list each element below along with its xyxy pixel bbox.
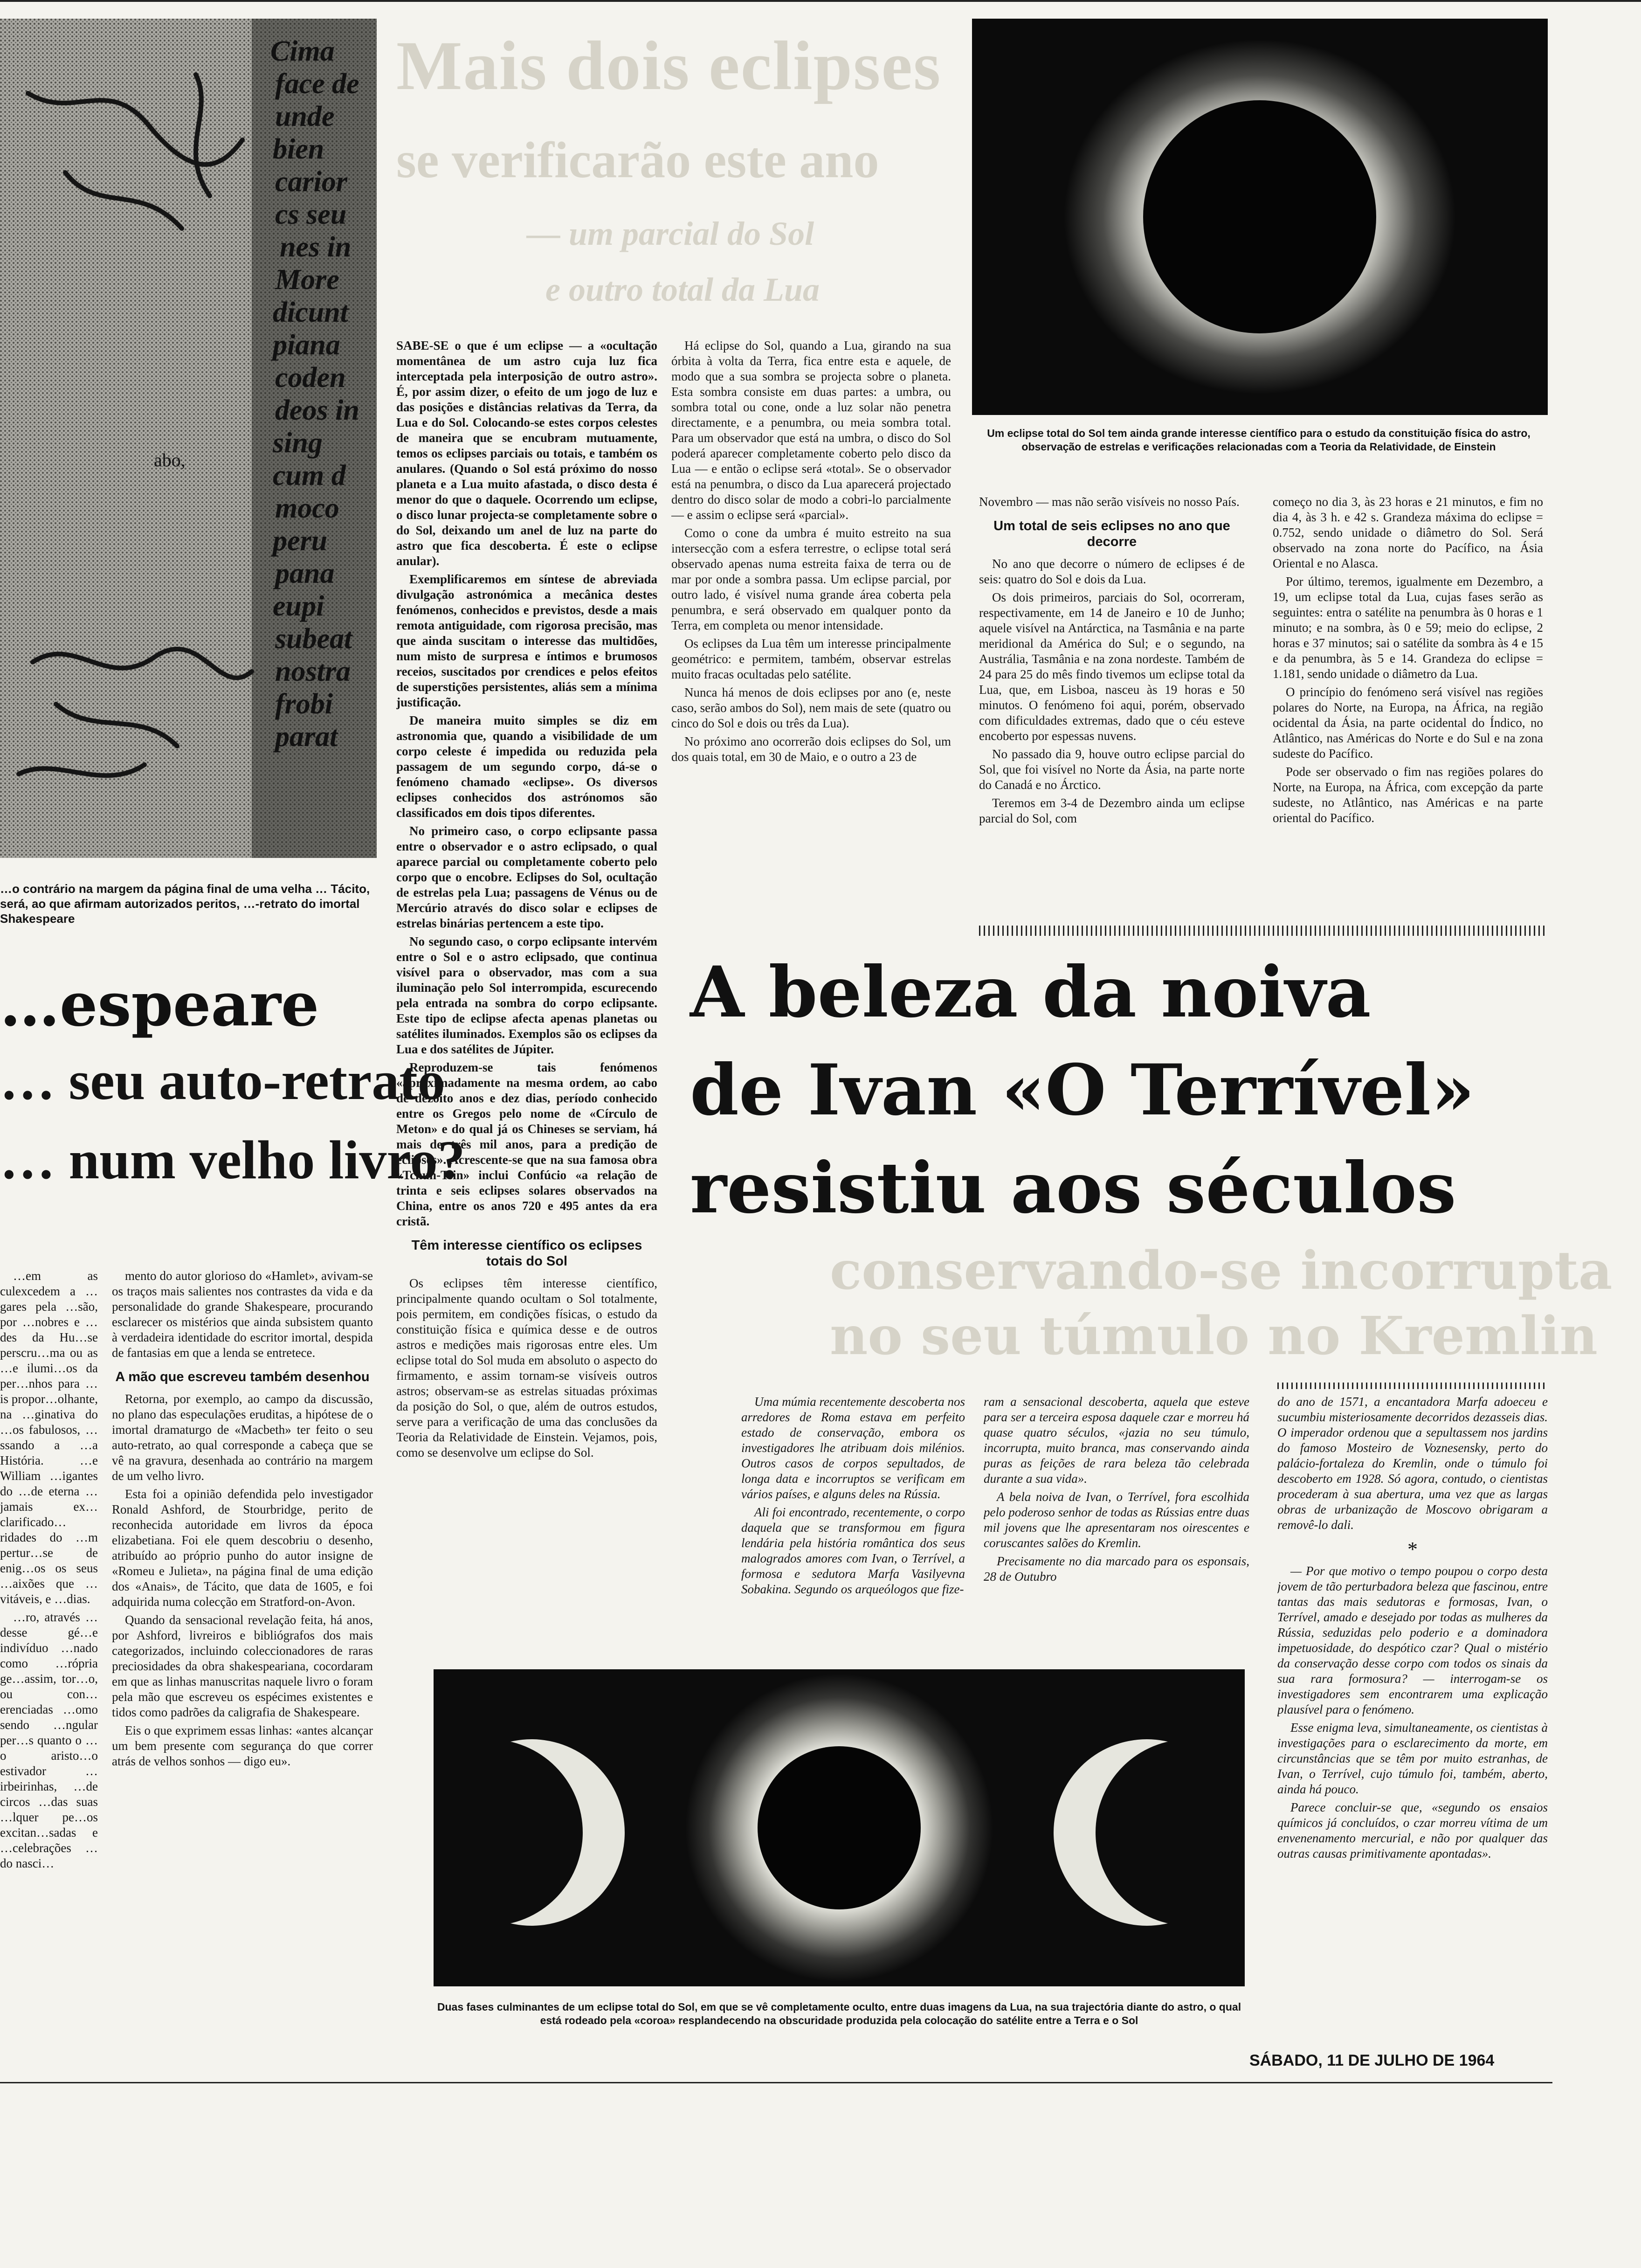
footer-rule — [0, 2082, 1552, 2083]
eclipses-headline-3: — um parcial do Sol — [527, 215, 814, 252]
eclipses-headline-4: e outro total da Lua — [545, 271, 820, 308]
asterisk-separator: * — [1407, 1538, 1418, 1561]
svg-text:coden: coden — [275, 362, 346, 394]
eclipses-subhead-seis: Um total de seis eclipses no ano que decorre — [993, 519, 1230, 549]
noiva-headline-line1: A beleza da noiva — [690, 951, 1371, 1033]
svg-text:parat: parat — [275, 721, 338, 753]
svg-text:eupi: eupi — [273, 590, 324, 622]
eclipses-headline-2: se verificarão este ano — [396, 131, 879, 188]
noiva-col3: do ano de 1571, a encantadora Marfa adoeceu e sucumbiu misteriosamente decorridos dezasseis dias. O imperador ordenou que a sepultassem nos jardins do famoso Mosteiro de Voznesensky, perto do palácio-fortaleza do Kremlin, onde o túmulo foi descoberto em 1928. Só agora, contudo, o cientistas procederam à sua abertura, uma vez que as largas obras de urbanização de Moscovo obrigaram a removê-lo dali. * — Por que motivo o tempo poupou o corpo desta jovem de tão perturbadora beleza que fascinou, entre tantas das mais sedutoras e formosas, Ivan, o Terrível, amado e desejado por todas as mulheres da Rússia, seduzidas pelo poderio e a dominadora impetuosidade, do despótico czar? Qual o mistério da conservação desse corpo com todos os sinais da sua rara formosura? — interrogam-se os investigadores sem encontrarem uma explicação plausível para o fenómeno. Esse enigma leva, simultaneamente, os cientistas à investigações para o esclarecimento da morte, em circunstâncias que se têm por muito estranhas, de Ivan, o Terrível, cujo túmulo foi, também, aberto, ainda há pouco. Parece concluir-se que, «segundo os ensaios químicos já concluídos, o czar morreu vítima de um envenenamento mercurial, e não por qualquer das outras causas primitivamente apontadas». — [1277, 1395, 1548, 1860]
svg-text:pana: pana — [275, 558, 335, 589]
eclipses-subhead-interesse: Têm interesse científico os eclipses totais do Sol — [411, 1238, 642, 1269]
svg-text:sing: sing — [273, 427, 323, 459]
svg-text:nes in: nes in — [280, 231, 352, 263]
eclipse-photo-2-caption: Duas fases culminantes de um eclipse total do Sol, em que se vê completamente oculto, entre duas imagens da Lua, na sua trajectória diante do astro, o qual está rodeado pela «coroa» resplandecendo na obscuridade produzida pela colocação do satélite entre a Terra e o Sol — [437, 2001, 1241, 2026]
svg-text:frobi: frobi — [275, 688, 333, 720]
svg-text:abo,: abo, — [154, 449, 186, 470]
svg-text:More: More — [275, 264, 339, 296]
eclipses-headline: Mais dois eclipses — [396, 27, 942, 104]
noiva-headline-line2: de Ivan «O Terrível» — [690, 1049, 1475, 1131]
shakespeare-title-line1: …espeare — [0, 970, 319, 1040]
svg-text:carior: carior — [275, 166, 347, 198]
eclipse-photo-1 — [972, 19, 1548, 415]
manuscript-photo — [0, 19, 377, 858]
shakespeare-subhead: A mão que escreveu também desenhou — [115, 1369, 370, 1384]
eclipses-col3: Novembro — mas não serão visíveis no nosso País. Um total de seis eclipses no ano que decorre No ano que decorre o número de eclipses é de seis: quatro do Sol e dois da Lua. Os dois primeiros, parciais do Sol, ocorreram, respectivamente, em 14 de Janeiro e 10 de Junho; aquele visível na Antárctica, na Tasmânia e na parte meridional da América do Sul; e o segundo, na Austrália, Tasmânia e na zona nordeste. Também de 24 para 25 do mês findo tivemos um eclipse total da Lua, que, em Lisboa, nasceu às 19 horas e 50 minutos. O fenómeno foi aqui, porém, observado com dificuldades extremas, dado que o céu esteve encoberto por espessas nuvens. No passado dia 9, houve outro eclipse parcial do Sol, que foi visível no Norte da Ásia, na parte norte do Canadá e no Árctico. Teremos em 3-4 de Dezembro ainda um eclipse parcial do Sol, com — [979, 495, 1245, 825]
noiva-divider-ticks — [1277, 1383, 1548, 1389]
footer-date: SÁBADO, 11 DE JULHO DE 1964 — [1249, 2052, 1495, 2069]
eclipse-photo-2 — [434, 1669, 1245, 1986]
svg-text:peru: peru — [273, 525, 328, 557]
svg-text:moco: moco — [275, 492, 339, 524]
svg-text:deos in: deos in — [275, 394, 359, 426]
noiva-headline-line3: resistiu aos séculos — [690, 1147, 1456, 1229]
eclipses-col1: SABE-SE o que é um eclipse — a «ocultação momentânea de um astro cuja luz fica interceptada pela interposição de outro astro». É, por assim dizer, o efeito de um jogo de luz e das posições e distâncias relativas da Terra, da Lua e do Sol. Colocando-se estes corpos celestes de maneira que se encubram mutuamente, temos os eclipses parciais ou totais, e também os anulares. (Quando o Sol está próximo do nosso planeta e a Lua muito afastada, o disco desta é menor do que o daquele. Ocorrendo um eclipse, o disco lunar projecta-se completamente sobre o do Sol, deixando um anel de luz na parte do astro que fica descoberta. É este o eclipse anular). Exemplificaremos em síntese de abreviada divulgação astronómica a mecânica destes fenómenos, conhecidos e previstos, desde a mais remota antiguidade, com rigorosa precisão, mas que ainda suscitam o interesse das multidões, num misto de surpresa e íntimos e brumosos receios, suscitados por crendices e pelos efeitos de superstições persistentes, aliás sem a mínima justificação. De maneira muito simples se diz em astronomia que, quando a visibilidade de um corpo celeste é impedida ou reduzida pela passagem de um segundo corpo, dá-se o fenómeno chamado «eclipse». Os diversos eclipses conhecidos dos astrónomos são classificados em dois tipos diferentes. No primeiro caso, o corpo eclipsante passa entre o observador e o astro eclipsado, o qual aparece parcial ou completamente coberto pelo corpo que o encobre. Eclipses do Sol, ocultação de estrelas pela Lua; passagens de Vénus ou de Mercúrio através do disco solar e eclipses de estrelas binárias pertencem a este tipo. No segundo caso, o corpo eclipsante intervém entre o Sol e o astro eclipsado, que continua visível para o observador, mas com a sua iluminação pelo Sol interrompida, escurecendo pela entrada na sombra do corpo eclipsante. Este tipo de eclipse afecta apenas planetas ou satélites iluminados. Exemplos são os eclipses da Lua e dos satélites de Júpiter. Reproduzem-se tais fenómenos «aproximadamente na mesma ordem, ao cabo de dezoito anos e dez dias, período conhecido entre os Gregos pelo nome de «Círculo de Meton» e do qual já os Chineses se serviam, há mais de três mil anos, para a predição de eclipses». Acrescente-se que na sua famosa obra «Tchun-Tsin» inclui Confúcio «a relação de trinta e seis eclipses solares observados na China, entre os anos 720 e 495 antes da era cristã. Têm interesse científico os eclipses totais do Sol Os eclipses têm interesse científico, principalmente quando ocultam o Sol totalmente, pois permitem, em condições físicas, o estudo da constituição física e química desse e de outros astros e medições mais rigorosas entre eles. Um eclipse total do Sol muda em absoluto o aspecto do firmamento, e assim tornam-se visíveis outros astros; observam-se as estrelas situadas próximas da posição do Sol, o que, além de outros estudos, serve para a verificação de uma das conclusões da Teoria da Relatividade de Einstein. Vejamos, pois, como se desenvolve um eclipse do Sol. — [396, 339, 657, 1459]
svg-text:Cima: Cima — [270, 35, 335, 67]
top-rule — [0, 0, 1641, 2]
shakespeare-title-line3: … num velho livro? — [0, 1129, 465, 1190]
svg-text:piana: piana — [273, 329, 340, 361]
noiva-subhead-line2: no seu túmulo no Kremlin — [830, 1306, 1598, 1367]
svg-text:nostra: nostra — [275, 656, 351, 687]
svg-text:dicunt: dicunt — [273, 297, 348, 328]
svg-text:subeat: subeat — [275, 623, 352, 655]
svg-text:face de: face de — [275, 68, 359, 100]
eclipses-col4: começo no dia 3, às 23 horas e 21 minutos, e fim no dia 4, às 3 h. e 42 s. Grandeza máxima do eclipse = 0.752, sendo unidade o diâmetro do Sol. Será observado na zona norte do Pacífico, na Ásia Oriental e no Alasca. Por último, teremos, igualmente em Dezembro, a 19, um eclipse total da Lua, cujas fases serão as seguintes: entra o satélite na penumbra às 0 horas e 1 minuto; e na sombra, às 0 e 59; meio do eclipse, 2 horas e 37 minutos; sai o satélite da sombra às 4 e 15 e da penumbra, às 5 e 14. Grandeza do eclipse = 1.181, sendo unidade o diâmetro da Lua. O princípio do fenómeno será visível nas regiões polares do Norte, na Europa, na África, na região ocidental da Ásia, na parte ocidental do Índico, no Atlântico, nas Américas do Norte e do Sul e na zona sudeste do Pacífico. Pode ser observado o fim nas regiões polares do Norte, na Europa, na África, com excepção da parte sudeste, no Atlântico, nas Américas e na parte oriental do Pacífico. — [1273, 495, 1543, 825]
svg-text:bien: bien — [273, 133, 324, 165]
noiva-subhead-line1: conservando-se incorrupta — [830, 1240, 1613, 1301]
shakespeare-col1: …em as culexcedem a …gares pela …são, por …nobres e …des da Hu…se perscru…ma ou as …e ilumi…os da per…nhos para …is propor…olhante, na …ginativa do …os fabulosos, …ssando a …a História. …e William …igantes do …de eterna …jamais ex…clarificado…ridades do …m pertur…se de enig…os os seus …aixões que …vitáveis, e …dias. …ro, através …desse gé…e indivíduo …nado como …rópria ge…assim, tor…o, ou con…erenciadas …omo sendo …ngular per…s quanto o …o aristo…o estivador …irbeirinhas, …de circos …das suas …lquer pe…os excitan…sadas e …celebrações …do nasci… — [0, 1269, 98, 1870]
shakespeare-col2: mento do autor glorioso do «Hamlet», avivam-se os traços mais salientes nos contrastes da vida e da personalidade do grande Shakespeare, procurando esclarecer os mistérios que ainda subsistem quanto à verdadeira identidade do escritor imortal, despida de fantasias em que a lenda se entretece. A mão que escreveu também desenhou Retorna, por exemplo, ao campo da discussão, no plano das especulações eruditas, a hipótese de o imortal dramaturgo de «Macbeth» ter feito o seu auto-retrato, ao qual corresponde a cabeça que se vê na gravura, desenhada ao contrário na margem de um velho livro. Esta foi a opinião defendida pelo investigador Ronald Ashford, de Stourbridge, perito de reconhecida autoridade em livros da época elizabetiana. Foi ele quem descobriu o desenho, atribuído ao próprio punho do autor insigne de «Romeu e Julieta», na página final de uma edição dos «Anais», de Tácito, que data de 1605, e foi adquirida numa colecção em Stratford-on-Avon. Quando da sensacional revelação feita, há anos, por Ashford, livreiros e bibliógrafos dos mais categorizados, incluindo coleccionadores de raras preciosidades da obra shakespeariana, cocordaram em que as linhas manuscritas naquele livro o foram pela mão que escreveu os espécimes existentes e tidos como padrões da caligrafia de Shakespeare. Eis o que exprimem essas linhas: «antes alcançar um bem presente com segurança do que correr atrás de velhos sonhos — digo eu». — [112, 1269, 373, 1768]
svg-text:cs seu: cs seu — [275, 199, 347, 230]
manuscript-caption: …o contrário na margem da página final de uma velha … Tácito, será, ao que afirmam autorizados peritos, …-retrato do imortal Shakespeare — [0, 882, 370, 926]
shakespeare-title-line2: … seu auto-retrato — [0, 1050, 445, 1111]
noiva-col1: Uma múmia recentemente descoberta nos arredores de Roma estava em perfeito estado de conservação, embora os investigadores lhe atribuam dois milénios. Outros casos de corpos sepultados, de longa data e incorruptos se verificam em vários países, e alguns deles na Rússia. Ali foi encontrado, recentemente, o corpo daquela que se transformou em figura lendária pela história romântica dos seus malogrados amores com Ivan, o Terrível, a formosa e sedutora Marfa Vasilyevna Sobakina. Segundo os arqueólogos que fize- — [741, 1395, 965, 1596]
noiva-col2: ram a sensacional descoberta, aquela que esteve para ser a terceira esposa daquele czar e morreu há quase quatro séculos, «jazia no seu túmulo, incorrupta, muito branca, mas conservando ainda puras as feições de rara beleza tão celebrada durante a sua vida». A bela noiva de Ivan, o Terrível, fora escolhida pelo poderoso senhor de todas as Rússias entre duas mil jovens que lhe apresentaram nos oirescentes e coruscantes salões do Kremlin. Precisamente no dia marcado para os esponsais, 28 de Outubro — [984, 1395, 1249, 1583]
eclipses-col2: Há eclipse do Sol, quando a Lua, girando na sua órbita à volta da Terra, fica entre esta e aquele, de modo que a sua sombra se projecta sobre o planeta. Esta sombra consiste em duas partes: a umbra, ou sombra total ou cone, onde a luz solar não penetra directamente, e a penumbra, ou meia sombra total. Para um observador que está na umbra, o disco do Sol poderá aparecer completamente coberto pelo disco da Lua — e então o eclipse será «total». Se o observador está na penumbra, o disco da Lua aparecerá projectado dentro do disco solar de modo a cobri-lo parcialmente — e assim o eclipse será «parcial». Como o cone da umbra é muito estreito na sua intersecção com a esfera terrestre, o eclipse total será observado apenas numa estreita faixa de terra ou de mar por onde a sombra passa. Um eclipse parcial, por outro lado, é visível numa grande área coberta pela penumbra, e será observado em qualquer ponto da Terra, em completa ou menor intensidade. Os eclipses da Lua têm um interesse principalmente geométrico: e permitem, também, observar estrelas muito fracas ocultadas pelo satélite. Nunca há menos de dois eclipses por ano (e, neste caso, serão ambos do Sol), nem mais de sete (quatro ou cinco do Sol e dois ou três da Lua). No próximo ano ocorrerão dois eclipses do Sol, um dos quais total, em 30 de Maio, e o outro a 23 de — [671, 339, 951, 764]
svg-text:cum d: cum d — [273, 460, 346, 491]
svg-text:unde: unde — [275, 101, 335, 132]
section-divider-ticks — [979, 926, 1548, 936]
eclipse-photo-1-caption: Um eclipse total do Sol tem ainda grande interesse científico para o estudo da constituição física do astro, observação de estrelas e verificações relacionadas com a Teoria da Relatividade, de Einstein — [987, 427, 1531, 453]
